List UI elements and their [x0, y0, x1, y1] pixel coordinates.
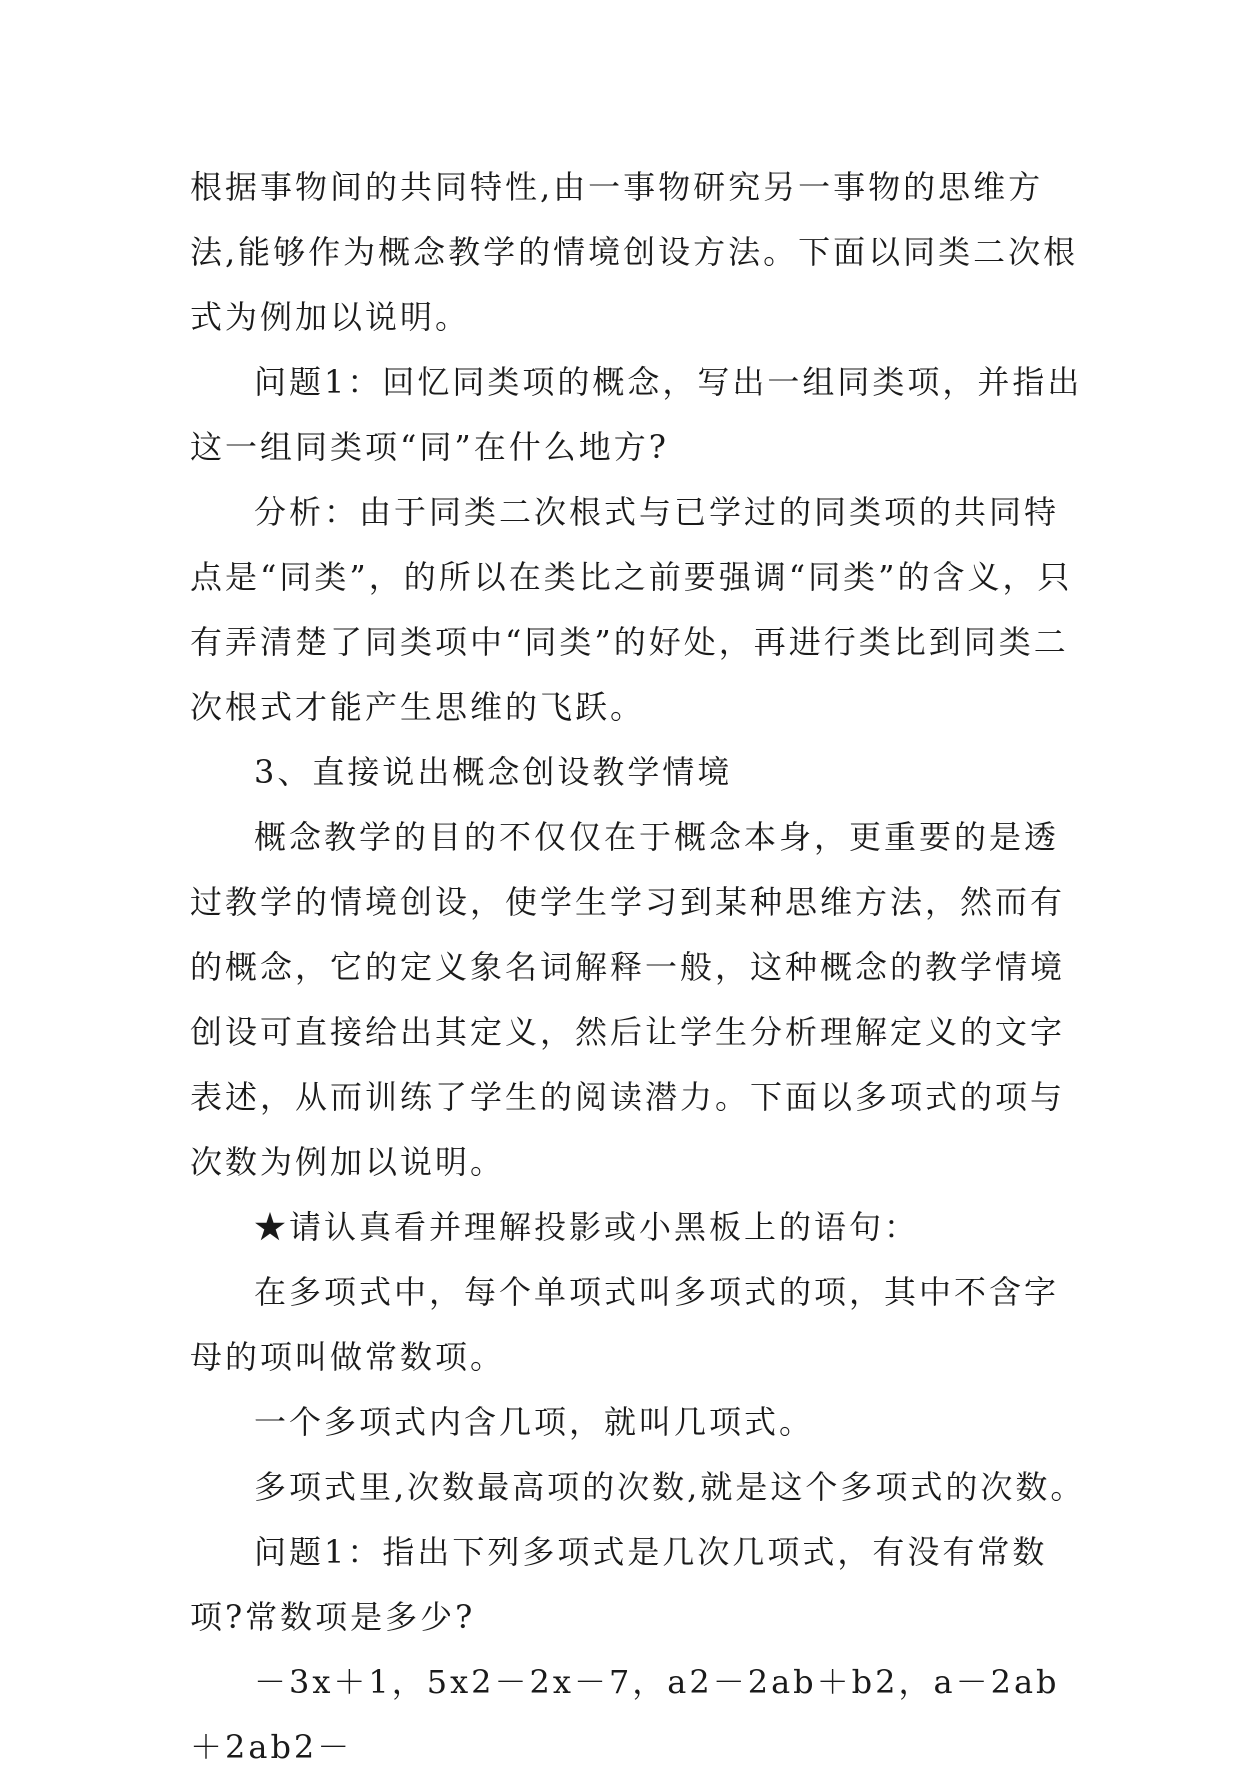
paragraph-question-1-like-terms: 问题1：回忆同类项的概念，写出一组同类项，并指出这一组同类项“同”在什么地方? [190, 363, 1083, 466]
document-body [190, 155, 1090, 1780]
paragraph-analogy-method: 根据事物间的共同特性,由一事物研究另一事物的思维方法,能够作为概念教学的情境创设方法。下面以同类二次根式为例加以说明。 [190, 168, 1079, 336]
paragraph-polynomial-terms: 在多项式中，每个单项式叫多项式的项，其中不含字母的项叫做常数项。 [190, 1273, 1060, 1376]
paragraph-polynomial-list: －3x＋1，5x2－2x－7，a2－2ab＋b2，a－2ab＋2ab2－ [190, 1663, 1060, 1766]
paragraph-polynomial-degree: 多项式里,次数最高项的次数,就是这个多项式的次数。 [254, 1468, 1086, 1506]
paragraph-read-projection: ★请认真看并理解投影或小黑板上的语句： [254, 1208, 920, 1246]
paragraph-analysis: 分析：由于同类二次根式与已学过的同类项的共同特点是“同类”，的所以在类比之前要强调“同类”的含义，只有弄清楚了同类项中“同类”的好处，再进行类比到同类二次根式才能产生思维的飞跃。 [190, 493, 1073, 726]
paragraph-concept-teaching: 概念教学的目的不仅仅在于概念本身，更重要的是透过教学的情境创设，使学生学习到某种思维方法，然而有的概念，它的定义象名词解释一般，这种概念的教学情境创设可直接给出其定义，然后让学生分析理解定义的文字表述，从而训练了学生的阅读潜力。下面以多项式的项与次数为例加以说明。 [190, 818, 1066, 1181]
section-heading-3: 3、直接说出概念创设教学情境 [254, 753, 733, 791]
paragraph-question-1-polynomials: 问题1：指出下列多项式是几次几项式，有没有常数项?常数项是多少? [190, 1533, 1048, 1636]
paragraph-polynomial-count: 一个多项式内含几项，就叫几项式。 [254, 1403, 815, 1441]
